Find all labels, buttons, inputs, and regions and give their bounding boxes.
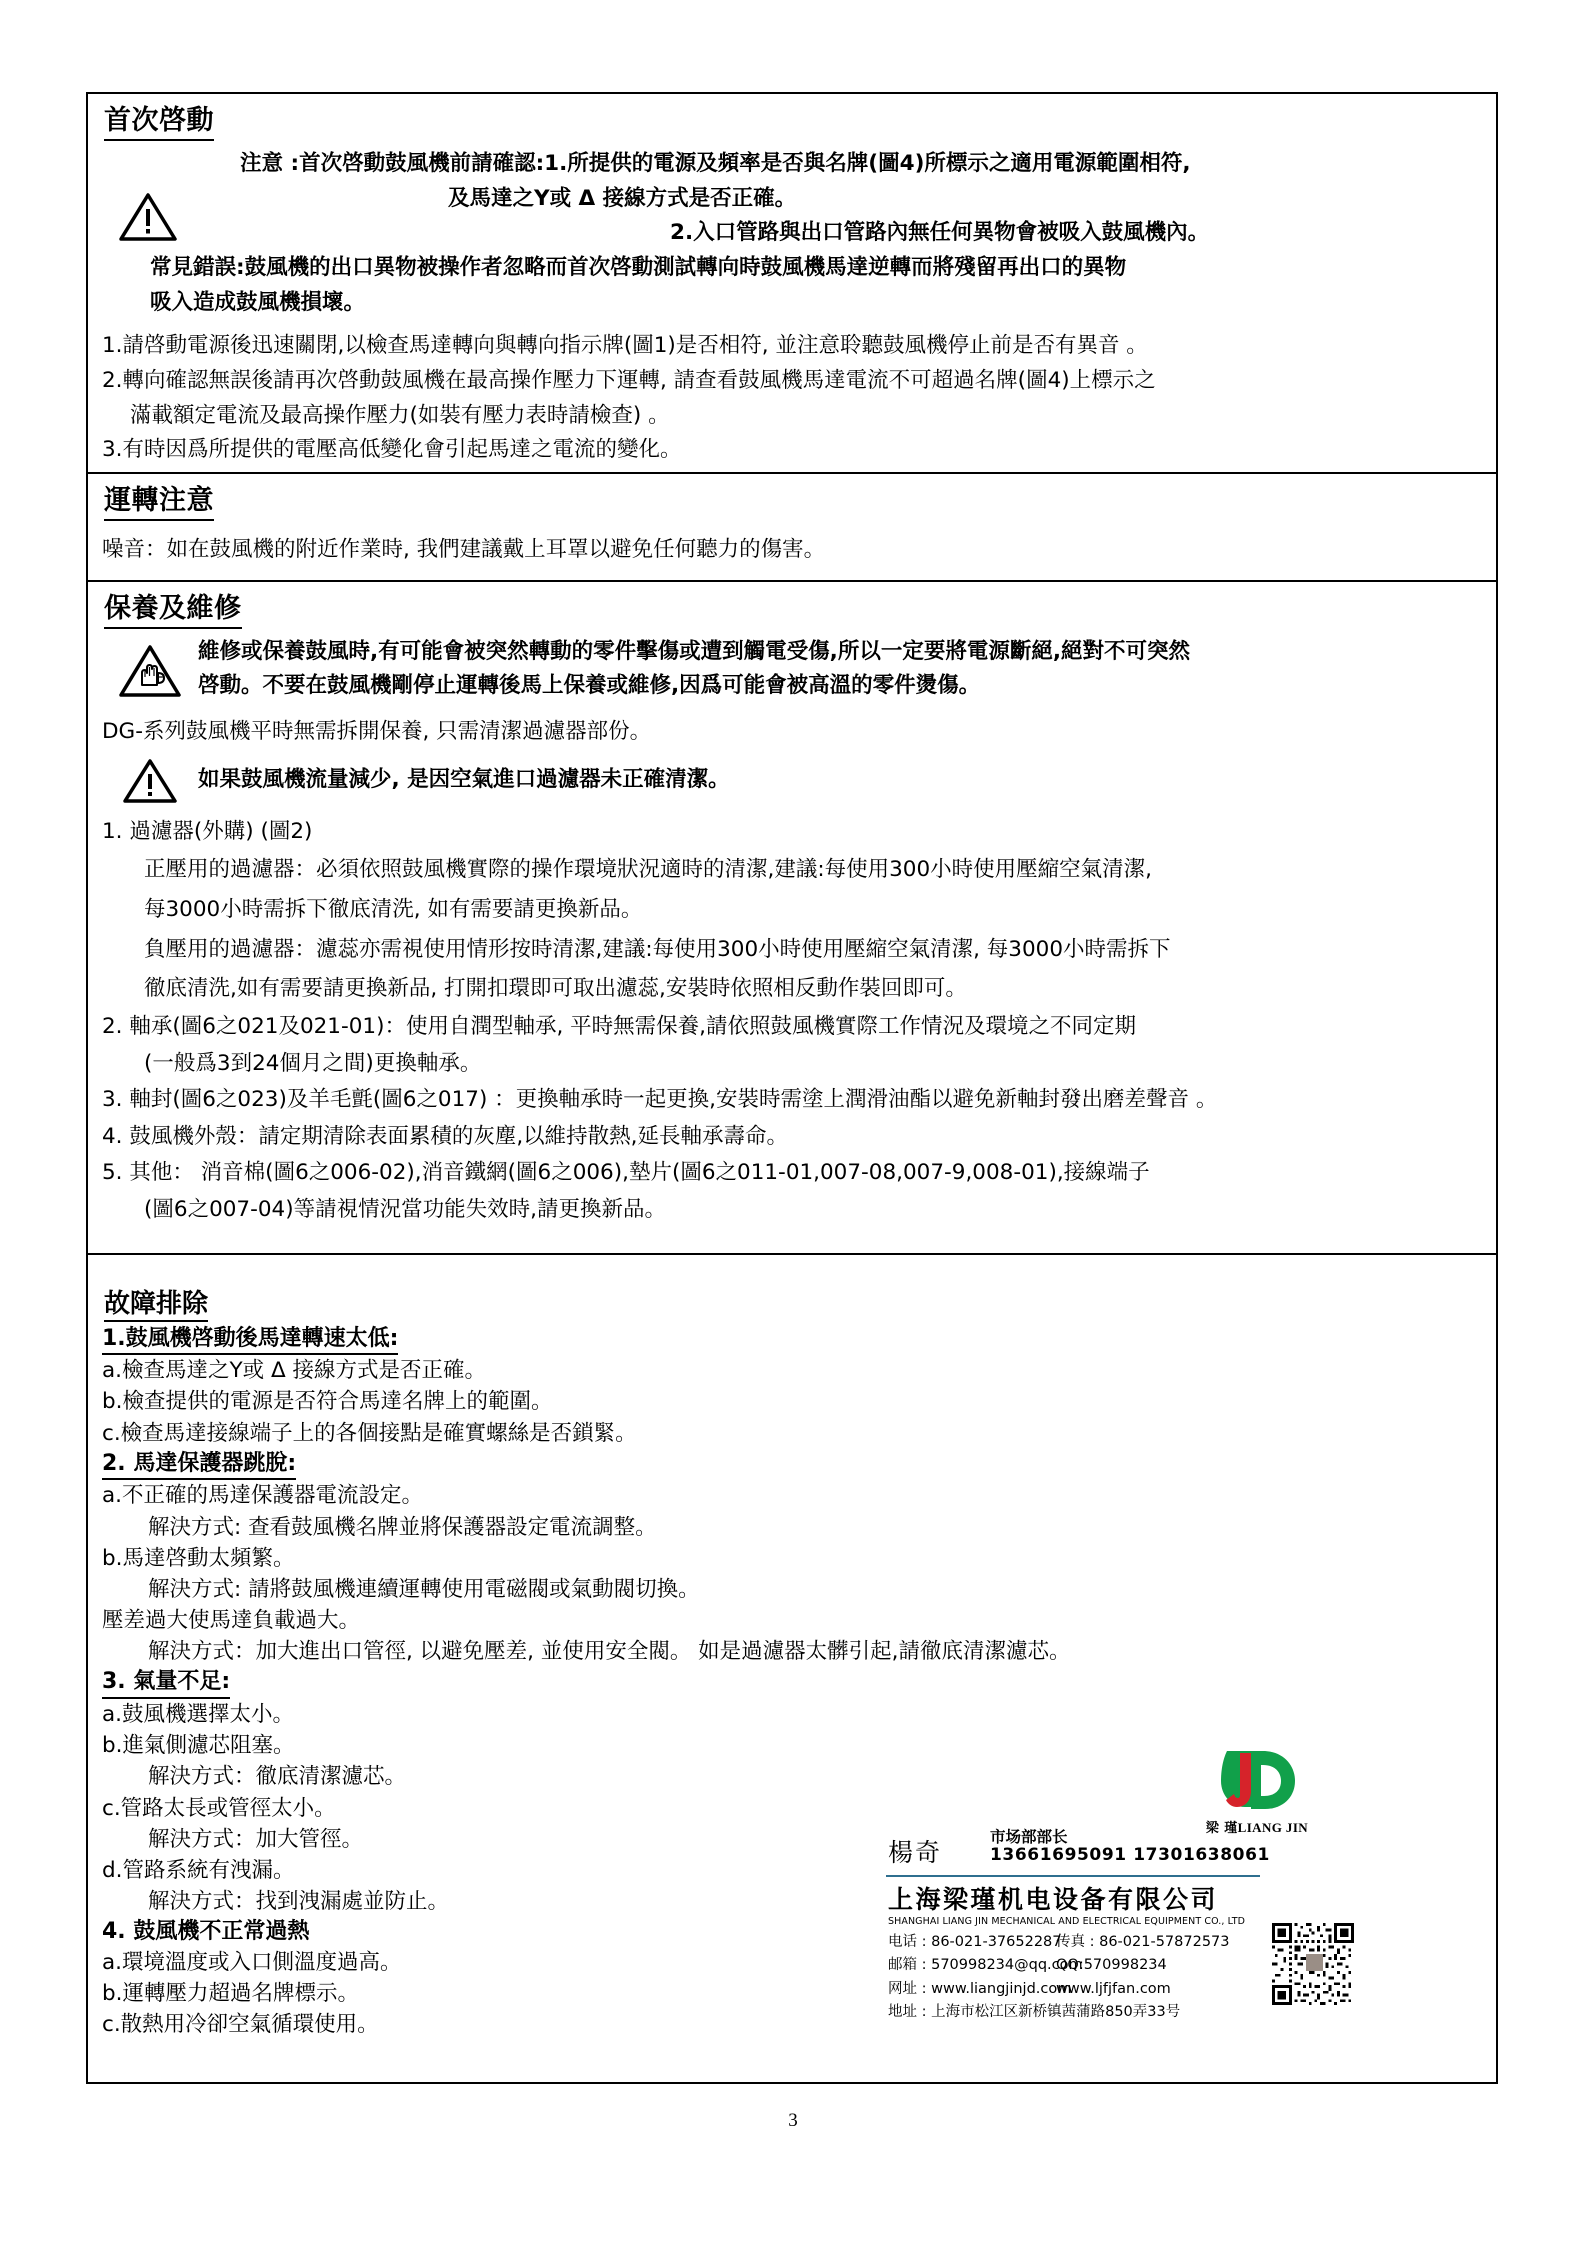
- maintenance-item-4-label: 4. 鼓風機外殼：請定期清除表面累積的灰塵,以維持散熱,延長軸承壽命。: [102, 1123, 789, 1149]
- troubleshooting-g3-entry-d: d.管路系統有洩漏。: [102, 1858, 295, 1883]
- maintenance-item-5-line-1: (圖6之007-04)等請視情況當功能失效時,請更換新品。: [144, 1196, 666, 1222]
- contact-person-name: 楊奇: [888, 1838, 943, 1867]
- card-divider: [886, 1875, 1260, 1877]
- contact-row-tel: [888, 1931, 1230, 1954]
- troubleshooting-g3-entry-c: c.管路太長或管徑太小。: [102, 1795, 336, 1821]
- maintenance-warning-line-1: 維修或保養鼓風時,有可能會被突然轉動的零件擊傷或遭到觸電受傷,所以一定要將電源斷絕,絕對不可突然: [198, 638, 1191, 664]
- common-error-line-1: 常見錯誤:鼓風機的出口異物被操作者忽略而首次啓動測試轉向時鼓風機馬達逆轉而將殘留再出口的異物: [150, 255, 1127, 281]
- maintenance-item-1-line-3: 負壓用的過濾器：濾蕊亦需視使用情形按時清潔,建議:每使用300小時使用壓縮空氣清潔, 每3000小時需拆下: [144, 936, 1171, 962]
- contact-phones: 13661695091 17301638061: [990, 1845, 1270, 1865]
- maintenance-item-1-line-4: 徹底清洗,如有需要請更換新品, 打開扣環即可取出濾蕊,安裝時依照相反動作裝回即可。: [144, 976, 967, 1002]
- troubleshooting-g1-entry-c: c.檢查馬達接線端子上的各個接點是確實螺絲是否鎖緊。: [102, 1420, 637, 1446]
- maintenance-item-1-line-2: 每3000小時需拆下徹底清洗, 如有需要請更換新品。: [144, 896, 643, 922]
- troubleshooting-group-1: [102, 1324, 1482, 1449]
- notice-line-3: 2.入口管路與出口管路內無任何異物會被吸入鼓風機內。: [670, 220, 1210, 246]
- logo-wordmark-cn: 梁 瑾: [1205, 1821, 1238, 1836]
- maintenance-item-5: [102, 1155, 1482, 1228]
- section-first-start: [88, 94, 1496, 472]
- contact-tel: 电话 : 86-021-37652287: [888, 1934, 1062, 1950]
- notice-line-2: 及馬達之Y或 Δ 接線方式是否正確。: [448, 185, 797, 211]
- troubleshooting-g4-entry-a: a.環境溫度或入口側溫度過高。: [102, 1950, 402, 1976]
- operation-notice-line: 噪音：如在鼓風機的附近作業時, 我們建議戴上耳罩以避免任何聽力的傷害。: [102, 536, 826, 562]
- page-number: 3: [788, 2110, 798, 2131]
- maintenance-item-3-label: 3. 軸封(圖6之023)及羊毛氈(圖6之017) ：更換軸承時一起更換,安裝時需塗上潤滑油酯以避免新軸封發出磨差聲音 。: [102, 1087, 1218, 1113]
- company-name-en: SHANGHAI LIANG JIN MECHANICAL AND ELECTRICAL EQUIPMENT CO., LTD: [888, 1916, 1246, 1927]
- troubleshooting-g2-solution-b: 解決方式: 請將鼓風機連續運轉使用電磁閥或氣動閥切換。: [148, 1576, 700, 1602]
- maintenance-item-2-line-1: (一般爲3到24個月之間)更換軸承。: [144, 1050, 482, 1076]
- troubleshooting-group-3-title: 3. 氣量不足:: [102, 1667, 230, 1699]
- company-logo: [1182, 1745, 1332, 1836]
- section-heading-troubleshooting: 故障排除: [104, 1283, 208, 1322]
- contact-qq: QQ:570998234: [1056, 1957, 1167, 1974]
- section-maintenance: [88, 580, 1496, 1253]
- maintenance-item-1: [102, 815, 1482, 1009]
- first-start-item-1: 1.請啓動電源後迅速關閉,以檢查馬達轉向與轉向指示牌(圖1)是否相符, 並注意聆聽鼓風機停止前是否有異音 。: [102, 332, 1148, 358]
- contact-row-web: [888, 1978, 1230, 2001]
- troubleshooting-g4-entry-b: b.運轉壓力超過名牌標示。: [102, 1981, 359, 2007]
- company-name-cn: 上海梁瑾机电设备有限公司: [888, 1885, 1219, 1914]
- contact-fax: 传真 : 86-021-57872573: [1056, 1934, 1230, 1950]
- troubleshooting-g2-entry-b: b.馬達啓動太頻繁。: [102, 1545, 295, 1571]
- troubleshooting-g3-entry-b: b.進氣側濾芯阻塞。: [102, 1733, 295, 1759]
- troubleshooting-g2-entry-c: 壓差過大使馬達負載過大。: [102, 1608, 361, 1634]
- troubleshooting-g2-entry-a: a.不正確的馬達保護器電流設定。: [102, 1483, 424, 1509]
- contact-website-2: www.ljfjfan.com: [1056, 1980, 1171, 1997]
- troubleshooting-g3-solution-d: 解決方式：找到洩漏處並防止。: [148, 1889, 450, 1915]
- maintenance-item-5-label: 5. 其他： 消音棉(圖6之006-02),消音鐵網(圖6之006),墊片(圖6之011-01,007-08,007-9,008-01),接線端子: [102, 1160, 1150, 1186]
- maintenance-item-2-label: 2. 軸承(圖6之021及021-01)：使用自潤型軸承, 平時無需保養,請依照鼓風機實際工作情況及環境之不同定期: [102, 1014, 1136, 1040]
- section-heading-operation-notice: 運轉注意: [104, 484, 214, 521]
- logo-wordmark: [1182, 1817, 1332, 1836]
- warning-triangle-icon: [118, 191, 178, 243]
- notice-line-1: 注意 :首次啓動鼓風機前請確認:1.所提供的電源及頻率是否與名牌(圖4)所標示之適用電源範圍相符,: [240, 150, 1191, 176]
- section-heading-maintenance: 保養及維修: [104, 592, 242, 629]
- maintenance-item-1-line-1: 正壓用的過濾器：必須依照鼓風機實際的操作環境狀況適時的清潔,建議:每使用300小時使用壓縮空氣清潔,: [144, 857, 1152, 883]
- troubleshooting-g3-solution-b: 解決方式：徹底清潔濾芯。: [148, 1764, 407, 1790]
- contact-details: [888, 1931, 1230, 2025]
- contact-email: 邮箱 : 570998234@qq.com: [888, 1957, 1083, 1974]
- troubleshooting-g3-solution-c: 解決方式：加大管徑。: [148, 1826, 364, 1852]
- first-start-item-2-cont: 滿載額定電流及最高操作壓力(如裝有壓力表時請檢查) 。: [130, 402, 670, 428]
- contact-person-role: 市场部部长: [990, 1828, 1068, 1846]
- troubleshooting-g2-solution-a: 解決方式: 查看鼓風機名牌並將保護器設定電流調整。: [148, 1514, 657, 1540]
- maintenance-flow-warning: 如果鼓風機流量減少, 是因空氣進口過濾器未正確清潔。: [198, 767, 730, 793]
- maintenance-item-1-label: 1. 過濾器(外購) (圖2): [102, 819, 313, 845]
- contact-card: [880, 1745, 1380, 2045]
- maintenance-warning-line-2: 啓動。不要在鼓風機剛停止運轉後馬上保養或維修,因爲可能會被高溫的零件燙傷。: [198, 673, 981, 699]
- troubleshooting-group-2-title: 2. 馬達保護器跳脫:: [102, 1449, 296, 1481]
- first-start-item-2: 2.轉向確認無誤後請再次啓動鼓風機在最高操作壓力下運轉, 請查看鼓風機馬達電流不可超過名牌(圖4)上標示之: [102, 367, 1156, 393]
- maintenance-item-2: [102, 1009, 1482, 1082]
- troubleshooting-g3-entry-a: a.鼓風機選擇太小。: [102, 1702, 295, 1728]
- troubleshooting-g1-entry-b: b.檢查提供的電源是否符合馬達名牌上的範圍。: [102, 1389, 553, 1415]
- troubleshooting-g1-entry-a: a.檢查馬達之Y或 Δ 接線方式是否正確。: [102, 1358, 487, 1384]
- section-heading-first-start: 首次啓動: [104, 104, 214, 141]
- troubleshooting-group-1-title: 1.鼓風機啓動後馬達轉速太低:: [102, 1324, 398, 1356]
- warning-triangle-icon-flow: [122, 757, 178, 805]
- common-error-line-2: 吸入造成鼓風機損壞。: [150, 290, 366, 316]
- logo-wordmark-en: LIANG JIN: [1237, 1820, 1309, 1835]
- troubleshooting-group-2: [102, 1449, 1482, 1668]
- contact-website: 网址 : www.liangjinjd.com: [888, 1980, 1072, 1997]
- section-operation-notice: [88, 472, 1496, 580]
- maintenance-dg-line: DG-系列鼓風機平時無需拆開保養, 只需清潔過濾器部份。: [102, 718, 652, 744]
- liangjin-logo-icon: [1211, 1745, 1303, 1815]
- troubleshooting-group-4-title: 4. 鼓風機不正常過熱: [102, 1919, 310, 1945]
- contact-row-email: [888, 1954, 1230, 1977]
- qr-code: [1272, 1923, 1354, 2005]
- troubleshooting-g2-solution-c: 解決方式：加大進出口管徑, 以避免壓差, 並使用安全閥。 如是過濾器太髒引起,請徹底清潔濾芯。: [148, 1639, 1071, 1665]
- contact-address: 地址 : 上海市松江区新桥镇茜蒲路850弄33号: [888, 2004, 1181, 2021]
- troubleshooting-g4-entry-c: c.散熱用冷卻空氣循環使用。: [102, 2012, 379, 2038]
- hand-crush-warning-icon: [118, 643, 182, 699]
- first-start-item-3: 3.有時因爲所提供的電壓高低變化會引起馬達之電流的變化。: [102, 437, 682, 463]
